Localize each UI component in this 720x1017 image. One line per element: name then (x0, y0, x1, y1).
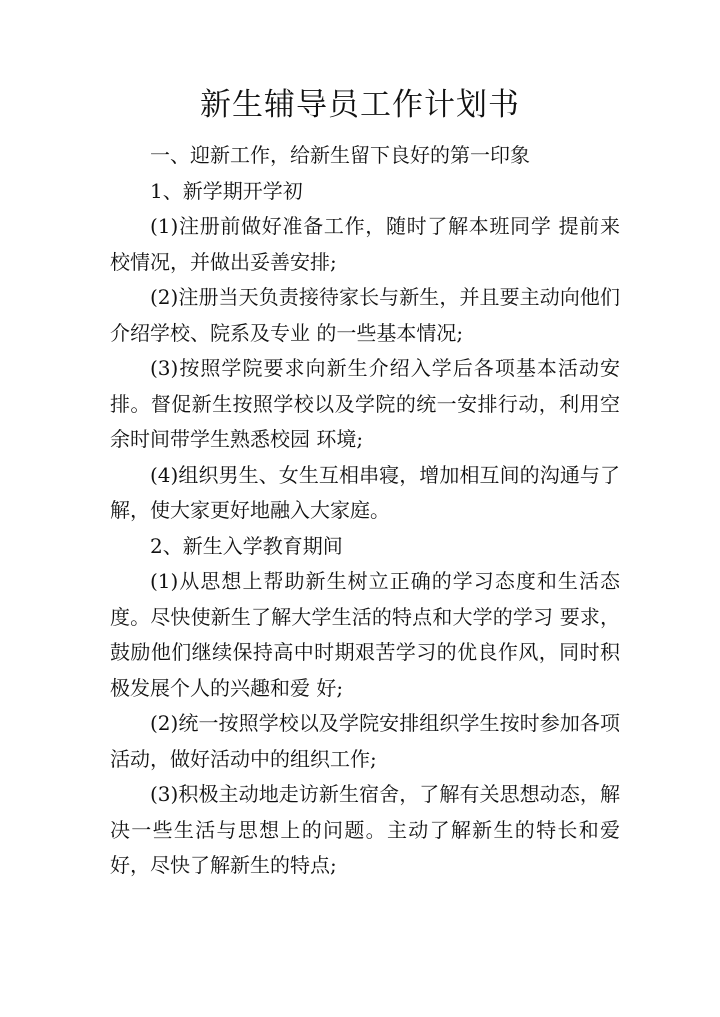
paragraph-item-7: (3)积极主动地走访新生宿舍，了解有关思想动态，解决一些生活与思想上的问题。主动了解新生的特长和爱好，尽快了解新生的特点; (110, 782, 620, 877)
document-title: 新生辅导员工作计划书 (200, 87, 520, 123)
section-heading-welcome: 一、迎新工作，给新生留下良好的第一印象 (150, 143, 530, 167)
subsection-heading-orientation: 2、新生入学教育期间 (150, 533, 343, 558)
paragraph-item-6: (2)统一按照学校以及学院安排组织学生按时参加各项活动，做好活动中的组织工作; (110, 711, 620, 771)
document-body (110, 138, 620, 884)
paragraph-item-2: (2)注册当天负责接待家长与新生，并且要主动向他们介绍学校、院系及专业 的一些基本情况; (110, 285, 620, 345)
paragraph-item-1: (1)注册前做好准备工作，随时了解本班同学 提前来校情况，并做出妥善安排; (110, 214, 620, 274)
paragraph-item-4: (4)组织男生、女生互相串寝，增加相互间的沟通与了解，使大家更好地融入大家庭。 (110, 462, 620, 522)
subsection-heading-semester-start: 1、新学期开学初 (150, 178, 303, 203)
paragraph-item-3: (3)按照学院要求向新生介绍入学后各项基本活动安排。督促新生按照学校以及学院的统一安排行动，利用空余时间带学生熟悉校园 环境; (110, 356, 620, 451)
paragraph-item-5: (1)从思想上帮助新生树立正确的学习态度和生活态度。尽快使新生了解大学生活的特点和大学的学习 要求，鼓励他们继续保持高中时期艰苦学习的优良作风，同时积极发展个人的兴趣和爱 好; (110, 569, 620, 700)
